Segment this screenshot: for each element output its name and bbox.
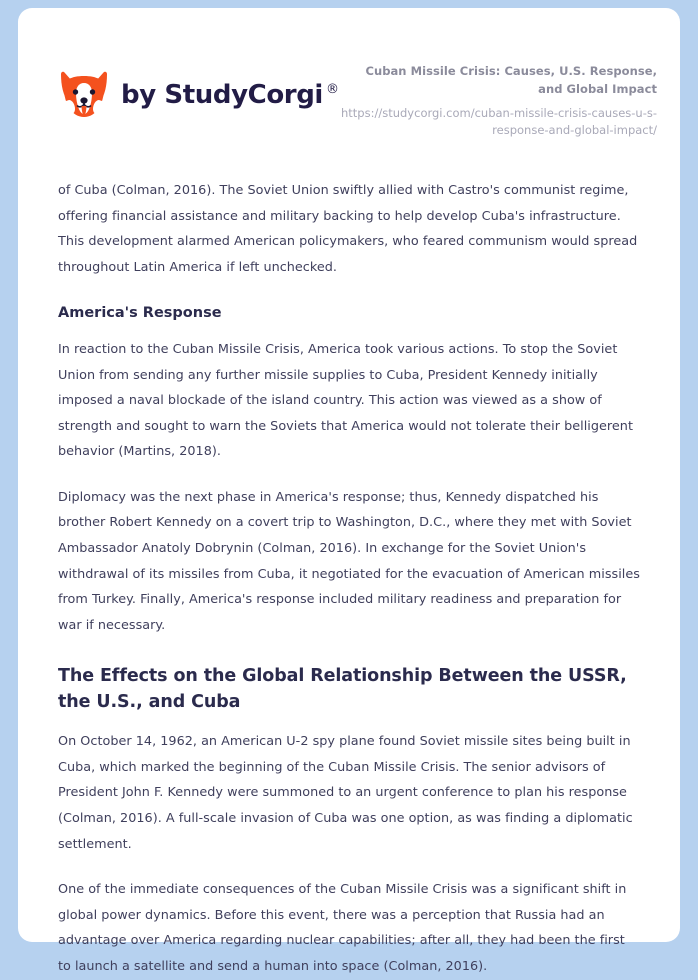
document-header <box>18 8 680 140</box>
heading-americas-response: America's Response <box>58 304 222 321</box>
corgi-face-icon <box>58 70 110 120</box>
document-body <box>18 178 680 979</box>
paragraph-diplomacy: Diplomacy was the next phase in America's response; thus, Kennedy dispatched his brother Robert Kennedy on a covert trip to Washington, D.C., where they met with Soviet Ambassador Anatoly Dobrynin (Colman, 2016). In exchange for the Soviet Union's withdrawal of its missiles from Cuba, it negotiated for the evacuation of American missiles from Turkey. Finally, America's response included military readiness and preparation for war if necessary. <box>58 489 640 633</box>
document-url[interactable]: https://studycorgi.com/cuban-missile-crisis-causes-u-s-response-and-global-impact/ <box>341 105 657 138</box>
heading-global-effects: The Effects on the Global Relationship Between the USSR, the U.S., and Cuba <box>58 666 627 712</box>
paragraph-power-dynamics: One of the immediate consequences of the Cuban Missile Crisis was a significant shift in global power dynamics. Before this event, there was a perception that Russia had an advantage over America regarding nuclear capabilities; after all, they had been the first to launch a satellite and send a human into space (Colman, 2016). <box>58 882 627 974</box>
studycorgi-brand <box>58 60 339 120</box>
registered-trademark-icon: ® <box>325 82 339 98</box>
studycorgi-wordmark <box>121 82 339 108</box>
document-page-card <box>18 8 680 974</box>
wordmark-text: by StudyCorgi <box>121 80 323 110</box>
paragraph-u2-spy-plane: On October 14, 1962, an American U-2 spy plane found Soviet missile sites being built in Cuba, which marked the beginning of the Cuban Missile Crisis. The senior advisors of President John F. Kennedy were summoned to an urgent conference to plan his response (Colman, 2016). A full-scale invasion of Cuba was one option, as was finding a diplomatic settlement. <box>58 734 633 852</box>
paragraph-soviet-alliance: of Cuba (Colman, 2016). The Soviet Union swiftly allied with Castro's communist regime, offering financial assistance and military backing to help develop Cuba's infrastructure. This development alarmed American policymakers, who feared communism would spread throughout Latin America if left unchecked. <box>58 183 638 276</box>
header-meta <box>339 60 657 140</box>
document-title: Cuban Missile Crisis: Causes, U.S. Response, and Global Impact <box>365 64 657 96</box>
paragraph-naval-blockade: In reaction to the Cuban Missile Crisis, America took various actions. To stop the Soviet Union from sending any further missile supplies to Cuba, President Kennedy initially imposed a naval blockade of the island country. This action was viewed as a show of strength and sought to warn the Soviets that America would not tolerate their belligerent behavior (Martins, 2018). <box>58 341 633 460</box>
